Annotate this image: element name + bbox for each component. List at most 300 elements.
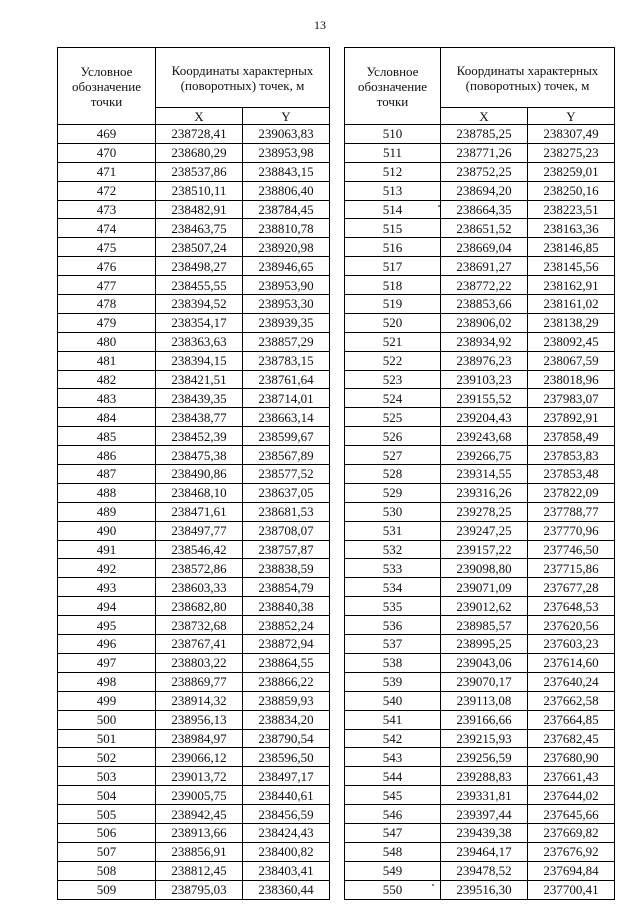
table-row — [345, 805, 615, 824]
table-row — [345, 181, 615, 200]
table-row — [345, 786, 615, 805]
y-coordinate-cell: 238806,40 — [243, 181, 330, 200]
y-coordinate-cell: 238663,14 — [243, 408, 330, 427]
y-coordinate-cell: 238708,07 — [243, 521, 330, 540]
table-row — [345, 729, 615, 748]
point-id-cell: 520 — [345, 313, 441, 332]
x-coordinate-cell: 238664,35 — [441, 200, 528, 219]
y-coordinate-cell: 237700,41 — [528, 880, 615, 899]
x-coordinate-cell: 238455,55 — [156, 276, 243, 295]
point-id-cell: 540 — [345, 691, 441, 710]
y-coordinate-cell: 238577,52 — [243, 465, 330, 484]
point-id-cell: 521 — [345, 332, 441, 351]
x-coordinate-cell: 239013,72 — [156, 767, 243, 786]
y-coordinate-cell: 238953,90 — [243, 276, 330, 295]
point-id-cell: 536 — [345, 616, 441, 635]
y-coordinate-cell: 238857,29 — [243, 332, 330, 351]
point-id-cell: 527 — [345, 446, 441, 465]
table-row — [58, 635, 330, 654]
point-id-cell: 542 — [345, 729, 441, 748]
y-column-header: Y — [243, 108, 330, 125]
point-id-cell: 489 — [58, 502, 156, 521]
x-column-header: X — [441, 108, 528, 125]
y-coordinate-cell: 238783,15 — [243, 351, 330, 370]
table-row — [58, 162, 330, 181]
x-coordinate-cell: 238767,41 — [156, 635, 243, 654]
y-coordinate-cell: 237983,07 — [528, 389, 615, 408]
table-row — [345, 691, 615, 710]
y-coordinate-cell: 238162,91 — [528, 276, 615, 295]
table-row — [345, 767, 615, 786]
x-coordinate-cell: 238906,02 — [441, 313, 528, 332]
x-coordinate-cell: 238853,66 — [441, 295, 528, 314]
point-id-cell: 486 — [58, 446, 156, 465]
y-coordinate-cell: 238953,30 — [243, 295, 330, 314]
x-coordinate-cell: 238772,22 — [441, 276, 528, 295]
table-row — [58, 578, 330, 597]
y-coordinate-cell: 238953,98 — [243, 143, 330, 162]
y-coordinate-cell: 238307,49 — [528, 125, 615, 144]
x-coordinate-cell: 238603,33 — [156, 578, 243, 597]
point-id-cell: 484 — [58, 408, 156, 427]
point-id-cell: 480 — [58, 332, 156, 351]
point-id-cell: 476 — [58, 257, 156, 276]
table-row — [58, 446, 330, 465]
table-row — [345, 370, 615, 389]
point-id-cell: 491 — [58, 540, 156, 559]
y-coordinate-cell: 237853,48 — [528, 465, 615, 484]
y-coordinate-cell: 238275,23 — [528, 143, 615, 162]
x-coordinate-cell: 238995,25 — [441, 635, 528, 654]
point-id-cell: 517 — [345, 257, 441, 276]
x-coordinate-cell: 239166,66 — [441, 710, 528, 729]
x-coordinate-cell: 238475,38 — [156, 446, 243, 465]
table-row — [58, 408, 330, 427]
point-id-cell: 549 — [345, 861, 441, 880]
x-coordinate-cell: 239071,09 — [441, 578, 528, 597]
point-column-header: Условное обозначение точки — [345, 48, 441, 125]
x-coordinate-cell: 238651,52 — [441, 219, 528, 238]
table-row — [58, 502, 330, 521]
point-id-cell: 516 — [345, 238, 441, 257]
x-coordinate-cell: 239215,93 — [441, 729, 528, 748]
y-coordinate-cell: 238840,38 — [243, 597, 330, 616]
table-row — [345, 257, 615, 276]
coordinates-column-header: Координаты характерных (поворотных) точек, м — [441, 48, 615, 108]
point-id-cell: 495 — [58, 616, 156, 635]
x-coordinate-cell: 239331,81 — [441, 786, 528, 805]
x-coordinate-cell: 238691,27 — [441, 257, 528, 276]
table-row — [58, 521, 330, 540]
table-row — [58, 295, 330, 314]
x-coordinate-cell: 238482,91 — [156, 200, 243, 219]
x-coordinate-cell: 238421,51 — [156, 370, 243, 389]
table-row — [58, 842, 330, 861]
point-id-cell: 508 — [58, 861, 156, 880]
coordinates-table-left — [57, 47, 330, 900]
table-row — [58, 465, 330, 484]
y-coordinate-cell: 238854,79 — [243, 578, 330, 597]
point-id-cell: 496 — [58, 635, 156, 654]
point-id-cell: 530 — [345, 502, 441, 521]
table-row — [58, 597, 330, 616]
scan-speck — [432, 884, 434, 886]
y-coordinate-cell: 238067,59 — [528, 351, 615, 370]
x-coordinate-cell: 238856,91 — [156, 842, 243, 861]
point-id-cell: 510 — [345, 125, 441, 144]
table-row — [58, 257, 330, 276]
y-coordinate-cell: 238456,59 — [243, 805, 330, 824]
x-coordinate-cell: 238507,24 — [156, 238, 243, 257]
table-row — [345, 313, 615, 332]
y-coordinate-cell: 238161,02 — [528, 295, 615, 314]
y-coordinate-cell: 237682,45 — [528, 729, 615, 748]
point-id-cell: 475 — [58, 238, 156, 257]
y-coordinate-cell: 238843,15 — [243, 162, 330, 181]
point-id-cell: 535 — [345, 597, 441, 616]
table-row — [345, 559, 615, 578]
x-coordinate-cell: 238463,75 — [156, 219, 243, 238]
x-coordinate-cell: 239256,59 — [441, 748, 528, 767]
y-coordinate-cell: 237676,92 — [528, 842, 615, 861]
x-coordinate-cell: 239247,25 — [441, 521, 528, 540]
y-coordinate-cell: 237853,83 — [528, 446, 615, 465]
y-coordinate-cell: 238596,50 — [243, 748, 330, 767]
point-id-cell: 485 — [58, 427, 156, 446]
point-id-cell: 501 — [58, 729, 156, 748]
table-row — [58, 427, 330, 446]
point-id-cell: 509 — [58, 880, 156, 899]
y-coordinate-cell: 239063,83 — [243, 125, 330, 144]
point-id-cell: 492 — [58, 559, 156, 578]
y-coordinate-cell: 238250,16 — [528, 181, 615, 200]
point-id-cell: 505 — [58, 805, 156, 824]
table-row — [345, 351, 615, 370]
x-coordinate-cell: 238680,29 — [156, 143, 243, 162]
table-row — [345, 861, 615, 880]
point-id-cell: 472 — [58, 181, 156, 200]
table-row — [58, 370, 330, 389]
y-coordinate-cell: 237662,58 — [528, 691, 615, 710]
point-id-cell: 515 — [345, 219, 441, 238]
x-column-header: X — [156, 108, 243, 125]
y-coordinate-cell: 237644,02 — [528, 786, 615, 805]
table-row — [345, 465, 615, 484]
y-coordinate-cell: 237648,53 — [528, 597, 615, 616]
x-coordinate-cell: 238438,77 — [156, 408, 243, 427]
y-coordinate-cell: 238146,85 — [528, 238, 615, 257]
table-row — [58, 861, 330, 880]
y-coordinate-cell: 238145,56 — [528, 257, 615, 276]
x-coordinate-cell: 238694,20 — [441, 181, 528, 200]
y-coordinate-cell: 238866,22 — [243, 672, 330, 691]
y-coordinate-cell: 237669,82 — [528, 823, 615, 842]
x-coordinate-cell: 239266,75 — [441, 446, 528, 465]
y-coordinate-cell: 238834,20 — [243, 710, 330, 729]
x-coordinate-cell: 238669,04 — [441, 238, 528, 257]
table-row — [58, 332, 330, 351]
point-id-cell: 478 — [58, 295, 156, 314]
point-id-cell: 546 — [345, 805, 441, 824]
y-coordinate-cell: 237645,66 — [528, 805, 615, 824]
table-row — [58, 559, 330, 578]
x-coordinate-cell: 238439,35 — [156, 389, 243, 408]
x-coordinate-cell: 239005,75 — [156, 786, 243, 805]
y-coordinate-cell: 238757,87 — [243, 540, 330, 559]
point-id-cell: 503 — [58, 767, 156, 786]
x-coordinate-cell: 238869,77 — [156, 672, 243, 691]
point-id-cell: 494 — [58, 597, 156, 616]
table-row — [345, 672, 615, 691]
x-coordinate-cell: 238497,77 — [156, 521, 243, 540]
table-row — [345, 635, 615, 654]
y-coordinate-cell: 238259,01 — [528, 162, 615, 181]
coordinates-table-right — [344, 47, 615, 900]
x-coordinate-cell: 239012,62 — [441, 597, 528, 616]
x-coordinate-cell: 239043,06 — [441, 653, 528, 672]
table-row — [58, 125, 330, 144]
point-id-cell: 474 — [58, 219, 156, 238]
point-id-cell: 533 — [345, 559, 441, 578]
point-id-cell: 513 — [345, 181, 441, 200]
y-coordinate-cell: 237858,49 — [528, 427, 615, 446]
table-row — [58, 351, 330, 370]
table-row — [58, 616, 330, 635]
table-row — [58, 672, 330, 691]
point-id-cell: 493 — [58, 578, 156, 597]
point-id-cell: 524 — [345, 389, 441, 408]
y-coordinate-cell: 238092,45 — [528, 332, 615, 351]
point-id-cell: 526 — [345, 427, 441, 446]
table-row — [345, 200, 615, 219]
x-coordinate-cell: 239204,43 — [441, 408, 528, 427]
x-coordinate-cell: 239464,17 — [441, 842, 528, 861]
table-row — [345, 578, 615, 597]
x-coordinate-cell: 238934,92 — [441, 332, 528, 351]
coordinates-column-header: Координаты характерных (поворотных) точек, м — [156, 48, 330, 108]
table-row — [345, 125, 615, 144]
point-id-cell: 539 — [345, 672, 441, 691]
table-row — [345, 880, 615, 899]
y-coordinate-cell: 238852,24 — [243, 616, 330, 635]
point-id-cell: 483 — [58, 389, 156, 408]
point-id-cell: 518 — [345, 276, 441, 295]
point-id-cell: 512 — [345, 162, 441, 181]
x-coordinate-cell: 239066,12 — [156, 748, 243, 767]
x-coordinate-cell: 239155,52 — [441, 389, 528, 408]
y-coordinate-cell: 238790,54 — [243, 729, 330, 748]
point-id-cell: 507 — [58, 842, 156, 861]
point-id-cell: 511 — [345, 143, 441, 162]
point-id-cell: 528 — [345, 465, 441, 484]
x-coordinate-cell: 238682,80 — [156, 597, 243, 616]
x-coordinate-cell: 238394,52 — [156, 295, 243, 314]
point-id-cell: 531 — [345, 521, 441, 540]
table-row — [58, 880, 330, 899]
y-coordinate-cell: 238920,98 — [243, 238, 330, 257]
y-coordinate-cell: 238784,45 — [243, 200, 330, 219]
table-row — [345, 295, 615, 314]
table-row — [345, 710, 615, 729]
table-row — [58, 483, 330, 502]
y-coordinate-cell: 238810,78 — [243, 219, 330, 238]
page-number: 13 — [314, 18, 326, 32]
table-row — [345, 502, 615, 521]
x-coordinate-cell: 238913,66 — [156, 823, 243, 842]
y-coordinate-cell: 237822,09 — [528, 483, 615, 502]
y-coordinate-cell: 238567,89 — [243, 446, 330, 465]
point-id-cell: 532 — [345, 540, 441, 559]
x-coordinate-cell: 238956,13 — [156, 710, 243, 729]
x-coordinate-cell: 238732,68 — [156, 616, 243, 635]
table-row — [345, 540, 615, 559]
table-row — [58, 276, 330, 295]
y-coordinate-cell: 238864,55 — [243, 653, 330, 672]
y-coordinate-cell: 238223,51 — [528, 200, 615, 219]
y-column-header: Y — [528, 108, 615, 125]
x-coordinate-cell: 239278,25 — [441, 502, 528, 521]
table-row — [345, 143, 615, 162]
table-row — [345, 427, 615, 446]
table-row — [345, 483, 615, 502]
x-coordinate-cell: 239439,38 — [441, 823, 528, 842]
x-coordinate-cell: 239113,08 — [441, 691, 528, 710]
y-coordinate-cell: 237788,77 — [528, 502, 615, 521]
y-coordinate-cell: 238424,43 — [243, 823, 330, 842]
point-id-cell: 473 — [58, 200, 156, 219]
table-row — [58, 219, 330, 238]
y-coordinate-cell: 237694,84 — [528, 861, 615, 880]
point-id-cell: 500 — [58, 710, 156, 729]
scan-speck — [438, 205, 440, 207]
y-coordinate-cell: 238018,96 — [528, 370, 615, 389]
x-coordinate-cell: 238468,10 — [156, 483, 243, 502]
y-coordinate-cell: 238859,93 — [243, 691, 330, 710]
x-coordinate-cell: 238354,17 — [156, 313, 243, 332]
table-row — [345, 823, 615, 842]
point-id-cell: 479 — [58, 313, 156, 332]
y-coordinate-cell: 237677,28 — [528, 578, 615, 597]
point-id-cell: 514 — [345, 200, 441, 219]
point-id-cell: 488 — [58, 483, 156, 502]
table-row — [58, 823, 330, 842]
point-id-cell: 519 — [345, 295, 441, 314]
x-coordinate-cell: 239288,83 — [441, 767, 528, 786]
point-id-cell: 504 — [58, 786, 156, 805]
table-row — [345, 653, 615, 672]
point-id-cell: 544 — [345, 767, 441, 786]
point-id-cell: 482 — [58, 370, 156, 389]
x-coordinate-cell: 238914,32 — [156, 691, 243, 710]
point-id-cell: 502 — [58, 748, 156, 767]
y-coordinate-cell: 237892,91 — [528, 408, 615, 427]
point-id-cell: 543 — [345, 748, 441, 767]
y-coordinate-cell: 237715,86 — [528, 559, 615, 578]
table-row — [58, 200, 330, 219]
table-row — [345, 162, 615, 181]
table-row — [345, 597, 615, 616]
table-row — [345, 408, 615, 427]
x-coordinate-cell: 239314,55 — [441, 465, 528, 484]
table-row — [345, 332, 615, 351]
x-coordinate-cell: 239516,30 — [441, 880, 528, 899]
x-coordinate-cell: 239478,52 — [441, 861, 528, 880]
table-row — [58, 767, 330, 786]
y-coordinate-cell: 238714,01 — [243, 389, 330, 408]
y-coordinate-cell: 238360,44 — [243, 880, 330, 899]
point-id-cell: 506 — [58, 823, 156, 842]
y-coordinate-cell: 237620,56 — [528, 616, 615, 635]
point-column-header: Условное обозначение точки — [58, 48, 156, 125]
y-coordinate-cell: 238403,41 — [243, 861, 330, 880]
x-coordinate-cell: 238985,57 — [441, 616, 528, 635]
y-coordinate-cell: 237770,96 — [528, 521, 615, 540]
table-row — [345, 521, 615, 540]
table-row — [58, 805, 330, 824]
x-coordinate-cell: 239397,44 — [441, 805, 528, 824]
point-id-cell: 522 — [345, 351, 441, 370]
table-row — [58, 691, 330, 710]
table-row — [345, 389, 615, 408]
x-coordinate-cell: 239243,68 — [441, 427, 528, 446]
x-coordinate-cell: 238785,25 — [441, 125, 528, 144]
point-id-cell: 523 — [345, 370, 441, 389]
table-row — [345, 446, 615, 465]
point-id-cell: 497 — [58, 653, 156, 672]
y-coordinate-cell: 237603,23 — [528, 635, 615, 654]
x-coordinate-cell: 238771,26 — [441, 143, 528, 162]
point-id-cell: 550 — [345, 880, 441, 899]
y-coordinate-cell: 238599,67 — [243, 427, 330, 446]
y-coordinate-cell: 237614,60 — [528, 653, 615, 672]
point-id-cell: 490 — [58, 521, 156, 540]
y-coordinate-cell: 238440,61 — [243, 786, 330, 805]
y-coordinate-cell: 238681,53 — [243, 502, 330, 521]
x-coordinate-cell: 238537,86 — [156, 162, 243, 181]
x-coordinate-cell: 239098,80 — [441, 559, 528, 578]
point-id-cell: 487 — [58, 465, 156, 484]
point-id-cell: 477 — [58, 276, 156, 295]
x-coordinate-cell: 238363,63 — [156, 332, 243, 351]
table-row — [345, 616, 615, 635]
table-row — [58, 313, 330, 332]
point-id-cell: 547 — [345, 823, 441, 842]
point-id-cell: 538 — [345, 653, 441, 672]
table-row — [345, 219, 615, 238]
x-coordinate-cell: 239157,22 — [441, 540, 528, 559]
point-id-cell: 548 — [345, 842, 441, 861]
table-row — [345, 276, 615, 295]
y-coordinate-cell: 237661,43 — [528, 767, 615, 786]
x-coordinate-cell: 238471,61 — [156, 502, 243, 521]
point-id-cell: 534 — [345, 578, 441, 597]
x-coordinate-cell: 238803,22 — [156, 653, 243, 672]
table-row — [58, 181, 330, 200]
x-coordinate-cell: 238942,45 — [156, 805, 243, 824]
x-coordinate-cell: 238728,41 — [156, 125, 243, 144]
x-coordinate-cell: 238546,42 — [156, 540, 243, 559]
x-coordinate-cell: 238452,39 — [156, 427, 243, 446]
table-row — [345, 842, 615, 861]
point-id-cell: 499 — [58, 691, 156, 710]
point-id-cell: 537 — [345, 635, 441, 654]
y-coordinate-cell: 237746,50 — [528, 540, 615, 559]
point-id-cell: 545 — [345, 786, 441, 805]
table-row — [345, 238, 615, 257]
y-coordinate-cell: 238761,64 — [243, 370, 330, 389]
table-row — [58, 748, 330, 767]
x-coordinate-cell: 238976,23 — [441, 351, 528, 370]
